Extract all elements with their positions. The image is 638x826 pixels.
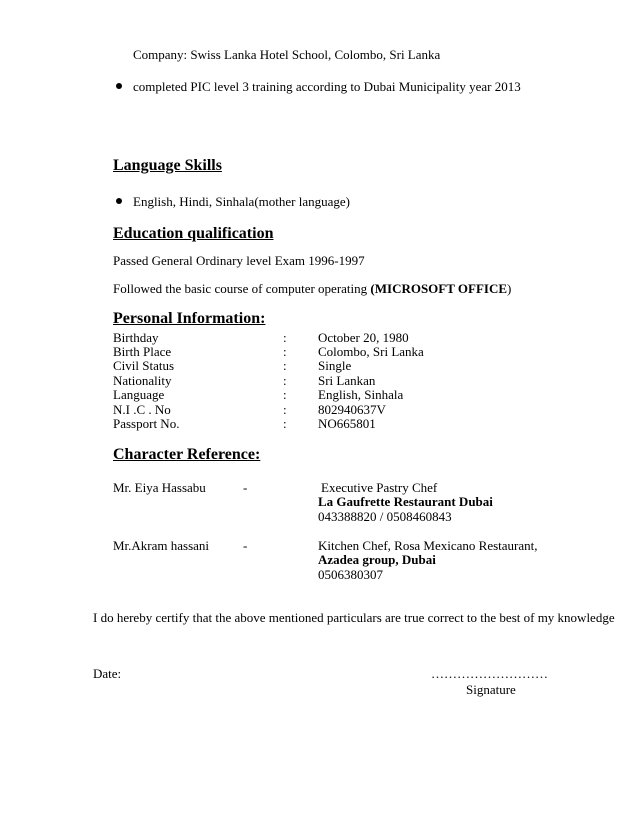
row-separator: :	[283, 416, 287, 431]
language-skills-heading: Language Skills	[113, 157, 222, 174]
reference-dash: -	[243, 538, 248, 553]
row-value: NO665801	[318, 416, 376, 431]
row-value: English, Sinhala	[318, 387, 404, 402]
reference-org: Azadea group, Dubai	[318, 552, 436, 567]
date-label: Date:	[93, 666, 122, 681]
education-line-2-bold: (MICROSOFT OFFICE	[370, 281, 508, 296]
row-separator: :	[283, 330, 287, 345]
row-label: Civil Status	[113, 358, 175, 373]
education-line-1: Passed General Ordinary level Exam 1996-1997	[113, 253, 365, 268]
row-value: October 20, 1980	[318, 330, 409, 345]
education-line-2	[113, 281, 511, 296]
row-label: Birth Place	[113, 344, 172, 359]
reference-phone: 043388820 / 0508460843	[318, 509, 452, 524]
personal-info-heading: Personal Information:	[113, 310, 266, 327]
row-value: Single	[318, 358, 352, 373]
training-item: completed PIC level 3 training according to Dubai Municipality year 2013	[133, 79, 521, 94]
signature-line: ………………………	[431, 666, 548, 681]
language-skills-item: English, Hindi, Sinhala(mother language)	[133, 194, 350, 209]
row-value: Sri Lankan	[318, 373, 376, 388]
row-separator: :	[283, 344, 287, 359]
row-label: Passport No.	[113, 416, 180, 431]
reference-org: La Gaufrette Restaurant Dubai	[318, 494, 493, 509]
bullet-icon	[116, 198, 122, 204]
education-line-2-suffix: )	[507, 281, 512, 296]
bullet-icon	[116, 83, 122, 89]
reference-name: Mr.Akram hassani	[113, 538, 210, 553]
character-reference-heading: Character Reference:	[113, 446, 261, 463]
reference-name: Mr. Eiya Hassabu	[113, 480, 206, 495]
certification-statement: I do hereby certify that the above mentioned particulars are true correct to the best of my knowledge	[93, 610, 615, 625]
education-line-2-prefix: Followed the basic course of computer operating	[113, 281, 371, 296]
row-label: Nationality	[113, 373, 172, 388]
row-separator: :	[283, 373, 287, 388]
reference-title: Executive Pastry Chef	[321, 480, 438, 495]
reference-dash: -	[243, 480, 248, 495]
row-separator: :	[283, 358, 287, 373]
row-label: Birthday	[113, 330, 159, 345]
company-line: Company: Swiss Lanka Hotel School, Colombo, Sri Lanka	[133, 47, 441, 62]
signature-label: Signature	[466, 682, 516, 697]
row-label: N.I .C . No	[113, 402, 171, 417]
reference-title: Kitchen Chef, Rosa Mexicano Restaurant,	[318, 538, 538, 553]
education-heading: Education qualification	[113, 225, 274, 242]
reference-phone: 0506380307	[318, 567, 383, 582]
row-value: Colombo, Sri Lanka	[318, 344, 424, 359]
row-separator: :	[283, 402, 287, 417]
row-value: 802940637V	[318, 402, 386, 417]
row-separator: :	[283, 387, 287, 402]
row-label: Language	[113, 387, 165, 402]
